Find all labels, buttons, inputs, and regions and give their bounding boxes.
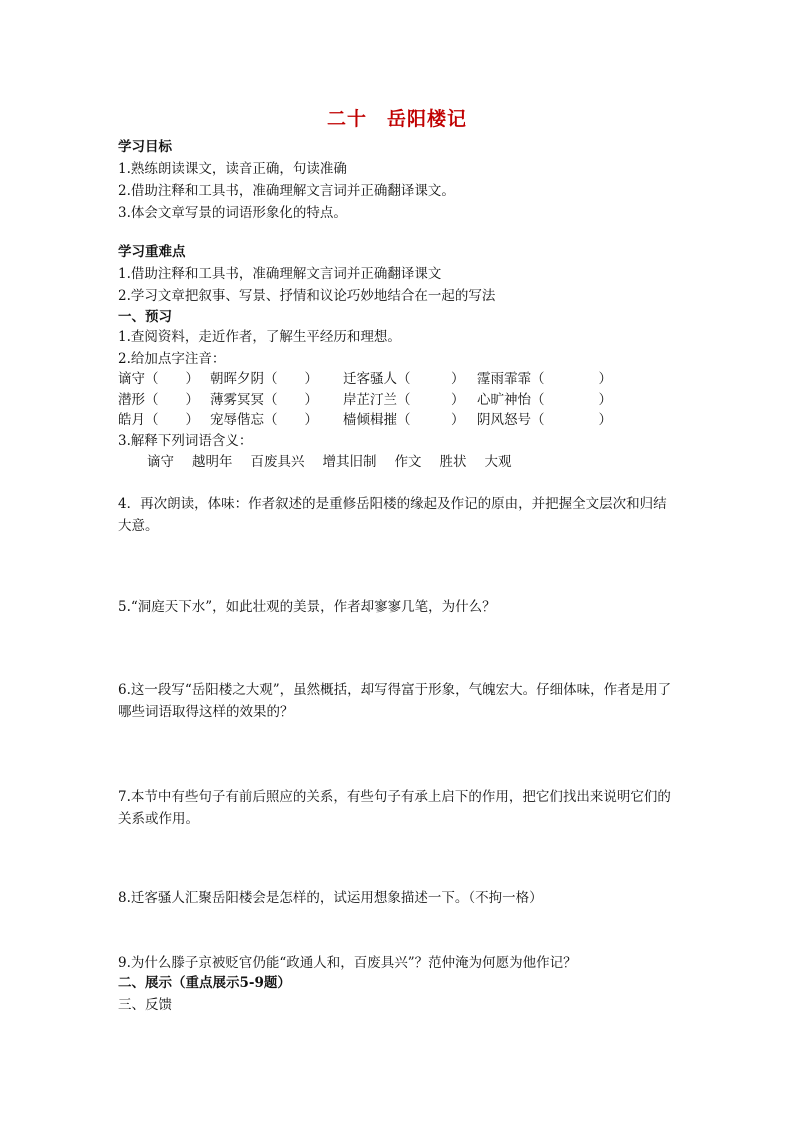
phonetic-item: 阴风怒号（ ） [477, 412, 612, 428]
phonetic-item: 迁客骚人（ ） [343, 371, 465, 387]
goals-heading: 学习目标 [118, 139, 172, 155]
phonetic-item: 樯倾楫摧（ ） [343, 412, 465, 428]
goal-item: 2.借助注释和工具书，准确理解文言词并正确翻译课文。 [118, 183, 455, 199]
terms-list [147, 452, 530, 472]
term: 大观 [484, 454, 512, 470]
feedback-heading: 三、反馈 [118, 997, 172, 1013]
term: 越明年 [192, 454, 233, 470]
page-title: 二十 岳阳楼记 [326, 108, 467, 130]
term: 百废具兴 [250, 454, 305, 470]
preview-heading: 一、预习 [118, 309, 172, 325]
question-4: 4．再次朗读，体味：作者叙述的是重修岳阳楼的缘起及作记的原由，并把握全文层次和归结大意。 [118, 496, 667, 534]
question-5: 5.“洞庭天下水”，如此壮观的美景，作者却寥寥几笔，为什么？ [118, 599, 496, 615]
difficulty-item: 2.学习文章把叙事、写景、抒情和议论巧妙地结合在一起的写法 [118, 288, 496, 304]
phonetic-item: 宠辱偕忘（ ） [210, 412, 318, 428]
term: 胜状 [439, 454, 467, 470]
difficulties-heading: 学习重难点 [118, 244, 186, 260]
question-3: 3.解释下列词语含义： [118, 433, 253, 449]
question-2: 2.给加点字注音： [118, 351, 226, 367]
phonetic-item: 心旷神怡（ ） [477, 392, 612, 408]
question-6: 6.这一段写“岳阳楼之大观”，虽然概括，却写得富于形象，气魄宏大。仔细体味，作者是用了哪些词语取得这样的效果的？ [118, 682, 672, 720]
term: 作文 [394, 454, 422, 470]
term: 增其旧制 [322, 454, 377, 470]
phonetic-item: 潜形（ ） [118, 392, 199, 408]
phonetic-item: 谪守（ ） [118, 371, 199, 387]
term: 谪守 [147, 454, 174, 470]
phonetic-item: 朝晖夕阴（ ） [210, 371, 318, 387]
difficulty-item: 1.借助注释和工具书，准确理解文言词并正确翻译课文 [118, 266, 442, 282]
phonetic-item: 薄雾冥冥（ ） [210, 392, 318, 408]
question-1: 1.查阅资料，走近作者，了解生平经历和理想。 [118, 329, 401, 345]
question-9: 9.为什么滕子京被贬官仍能“政通人和，百废具兴”？范仲淹为何愿为他作记？ [118, 955, 577, 971]
phonetic-item: 皓月（ ） [118, 412, 199, 428]
question-8: 8.迁客骚人汇聚岳阳楼会是怎样的，试运用想象描述一下。（不拘一格） [118, 890, 543, 906]
question-7: 7.本节中有些句子有前后照应的关系，有些句子有承上启下的作用，把它们找出来说明它们的关系或作用。 [118, 789, 671, 827]
show-heading: 二、展示（重点展示5-9题） [118, 975, 291, 991]
goal-item: 1.熟练朗读课文，读音正确，句读准确 [118, 161, 347, 177]
phonetic-item: 霪雨霏霏（ ） [477, 371, 612, 387]
phonetic-item: 岸芷汀兰（ ） [343, 392, 465, 408]
goal-item: 3.体会文章写景的词语形象化的特点。 [118, 205, 347, 221]
